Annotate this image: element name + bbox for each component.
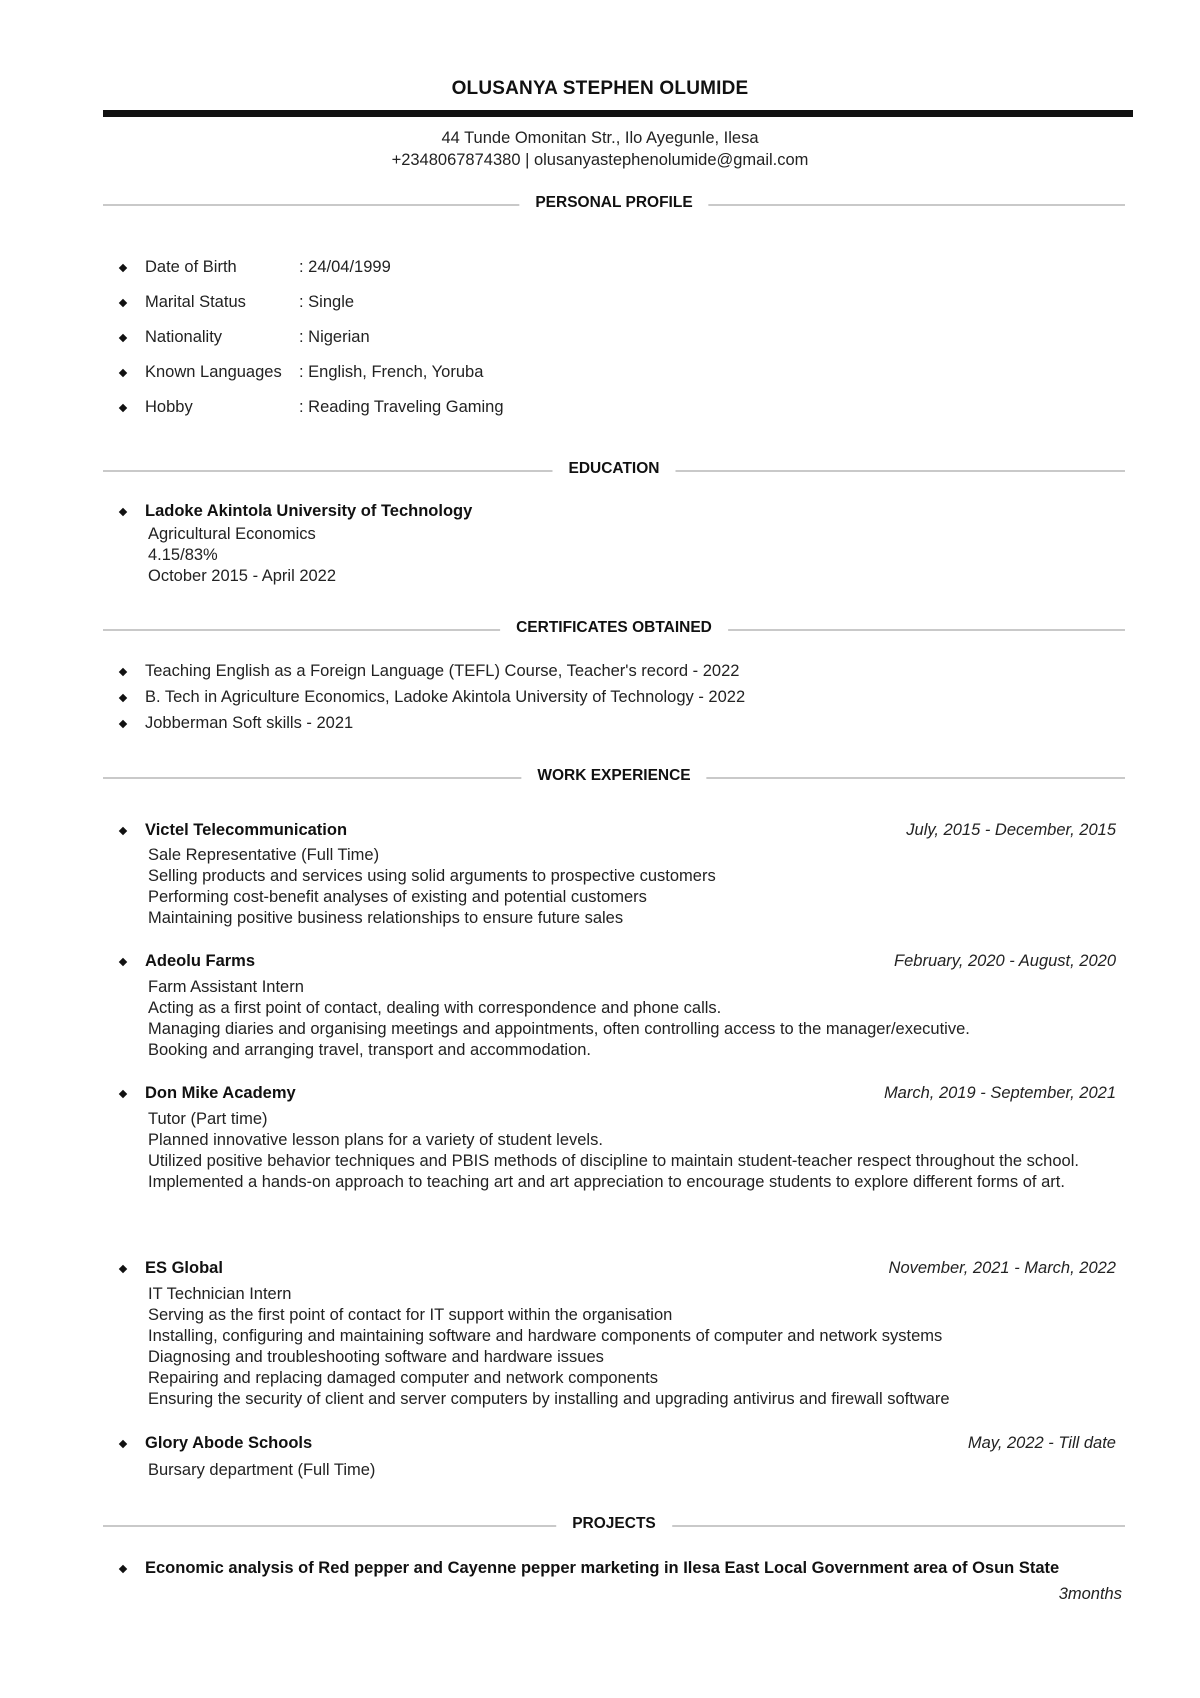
bullet-icon	[119, 958, 127, 966]
duty-line: Maintaining positive business relationships to ensure future sales	[148, 909, 624, 927]
profile-label: Known Languages	[145, 363, 282, 381]
duty-line: Managing diaries and organising meetings and appointments, often controlling access to the manager/executive.	[148, 1020, 970, 1038]
job-title: Farm Assistant Intern	[148, 978, 304, 996]
header-divider	[103, 110, 1133, 117]
section-title: EDUCATION	[553, 460, 676, 478]
company-name: Glory Abode Schools	[145, 1434, 313, 1452]
certificate-text: Jobberman Soft skills - 2021	[145, 714, 354, 732]
duty-line: Selling products and services using solid arguments to prospective customers	[148, 867, 716, 885]
school-name: Ladoke Akintola University of Technology	[145, 502, 473, 520]
work-dates: November, 2021 - March, 2022	[888, 1259, 1116, 1277]
profile-value: : English, French, Yoruba	[299, 363, 484, 381]
bullet-icon	[119, 299, 127, 307]
profile-value: : 24/04/1999	[299, 258, 391, 276]
bullet-icon	[119, 668, 127, 676]
contact-phone-email: +2348067874380 | olusanyastephenolumide@gmail.com	[391, 151, 809, 169]
work-dates: March, 2019 - September, 2021	[883, 1084, 1116, 1102]
section-personal-profile	[103, 194, 1125, 216]
duty-line: Repairing and replacing damaged computer and network components	[148, 1369, 658, 1387]
job-title: Bursary department (Full Time)	[148, 1461, 376, 1479]
duty-line: Serving as the first point of contact for IT support within the organisation	[148, 1306, 673, 1324]
education-details	[148, 524, 1118, 587]
duty-line: Implemented a hands-on approach to teaching art and art appreciation to encourage students to explore different forms of art.	[148, 1173, 1065, 1191]
contact-address: 44 Tunde Omonitan Str., Ilo Ayegunle, Ilesa	[441, 129, 759, 147]
section-title: PROJECTS	[556, 1515, 672, 1533]
grade: 4.15/83%	[148, 546, 218, 564]
project-name: Economic analysis of Red pepper and Cayenne pepper marketing in Ilesa East Local Government area of Osun State	[145, 1559, 1060, 1577]
company-name: Victel Telecommunication	[145, 821, 348, 839]
section-title: PERSONAL PROFILE	[519, 194, 708, 212]
duty-line: Acting as a first point of contact, dealing with correspondence and phone calls.	[148, 999, 722, 1017]
duty-line: Ensuring the security of client and server computers by installing and upgrading antivirus and firewall software	[148, 1390, 950, 1408]
job-title: Sale Representative (Full Time)	[148, 846, 380, 864]
study-period: October 2015 - April 2022	[148, 567, 337, 585]
section-education	[103, 460, 1125, 482]
section-title: CERTIFICATES OBTAINED	[500, 619, 728, 637]
duty-line: Utilized positive behavior techniques and PBIS methods of discipline to maintain student-teacher respect throughout the school.	[148, 1152, 1079, 1170]
duty-line: Installing, configuring and maintaining software and hardware components of computer and network systems	[148, 1327, 943, 1345]
work-details	[148, 1284, 1118, 1410]
profile-label: Hobby	[145, 398, 193, 416]
profile-label: Nationality	[145, 328, 223, 346]
duty-line: Planned innovative lesson plans for a variety of student levels.	[148, 1131, 603, 1149]
bullet-icon	[119, 1265, 127, 1273]
project-duration: 3months	[1058, 1585, 1122, 1603]
profile-value: : Reading Traveling Gaming	[299, 398, 504, 416]
section-certificates	[103, 619, 1125, 641]
section-work-experience	[103, 767, 1125, 789]
bullet-icon	[119, 508, 127, 516]
duty-line: Booking and arranging travel, transport and accommodation.	[148, 1041, 592, 1059]
course-name: Agricultural Economics	[148, 525, 316, 543]
job-title: Tutor (Part time)	[148, 1110, 268, 1128]
section-title: WORK EXPERIENCE	[521, 767, 706, 785]
work-dates: May, 2022 - Till date	[967, 1434, 1116, 1452]
profile-value: : Nigerian	[299, 328, 370, 346]
profile-label: Date of Birth	[145, 258, 237, 276]
certificate-text: Teaching English as a Foreign Language (TEFL) Course, Teacher's record - 2022	[145, 662, 740, 680]
bullet-icon	[119, 264, 127, 272]
section-projects	[103, 1515, 1125, 1537]
company-name: ES Global	[145, 1259, 223, 1277]
company-name: Adeolu Farms	[145, 952, 256, 970]
work-dates: February, 2020 - August, 2020	[894, 952, 1116, 970]
bullet-icon	[119, 1440, 127, 1448]
bullet-icon	[119, 369, 127, 377]
bullet-icon	[119, 334, 127, 342]
bullet-icon	[119, 720, 127, 728]
work-details	[148, 1109, 1118, 1193]
bullet-icon	[119, 1090, 127, 1098]
work-details	[148, 1460, 1118, 1481]
work-details	[148, 977, 1118, 1061]
bullet-icon	[119, 827, 127, 835]
profile-label: Marital Status	[145, 293, 246, 311]
bullet-icon	[119, 1565, 127, 1573]
company-name: Don Mike Academy	[145, 1084, 296, 1102]
bullet-icon	[119, 404, 127, 412]
bullet-icon	[119, 694, 127, 702]
work-details	[148, 845, 1118, 929]
candidate-name: OLUSANYA STEPHEN OLUMIDE	[451, 78, 749, 99]
profile-value: : Single	[299, 293, 355, 311]
job-title: IT Technician Intern	[148, 1285, 292, 1303]
duty-line: Performing cost-benefit analyses of existing and potential customers	[148, 888, 647, 906]
work-dates: July, 2015 - December, 2015	[906, 821, 1116, 839]
duty-line: Diagnosing and troubleshooting software and hardware issues	[148, 1348, 604, 1366]
certificate-text: B. Tech in Agriculture Economics, Ladoke Akintola University of Technology - 2022	[145, 688, 746, 706]
